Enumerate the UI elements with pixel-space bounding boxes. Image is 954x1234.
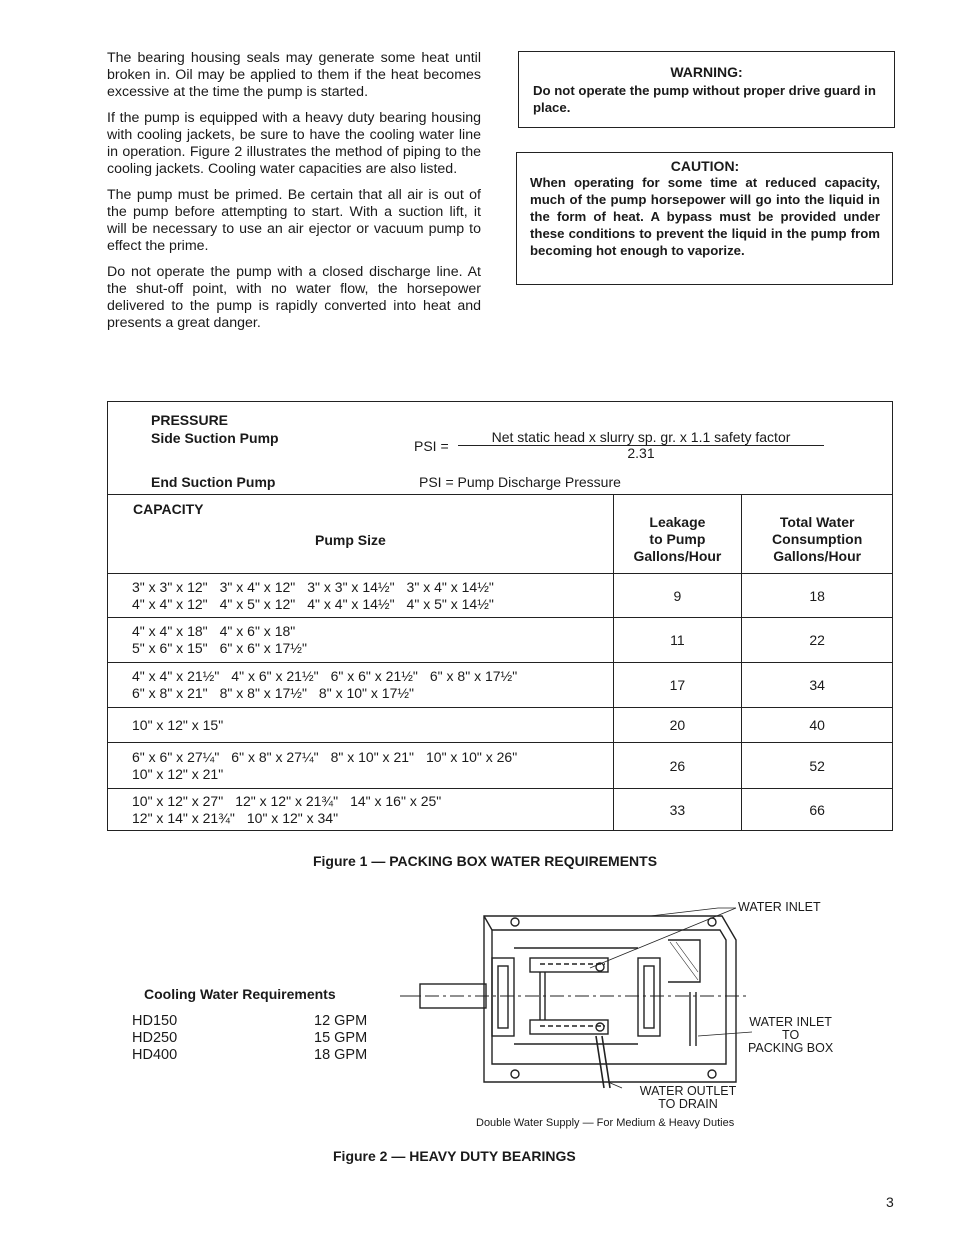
label-water-outlet [626, 1085, 750, 1111]
table-row [108, 574, 893, 618]
cooling-model: HD400 [132, 1047, 178, 1063]
label-water-inlet: WATER INLET [738, 900, 821, 914]
psi-prefix: PSI = [414, 438, 449, 454]
cooling-row [132, 1030, 367, 1047]
pump-size: 3" x 3" x 14½" [307, 578, 395, 595]
label-line: TO [782, 1028, 800, 1042]
pump-size-line [132, 579, 613, 596]
pump-size-line [132, 810, 613, 827]
pump-size: 6" x 8" x 27¼" [231, 748, 319, 765]
pump-size: 8" x 10" x 21" [330, 748, 414, 765]
total-cell: 18 [742, 574, 893, 618]
pressure-label: PRESSURE [151, 412, 229, 428]
pump-size: 10" x 12" x 21" [132, 765, 224, 782]
pump-size-line [132, 596, 613, 613]
label-line: TO DRAIN [658, 1097, 718, 1111]
cooling-row [132, 1047, 367, 1064]
figure2-caption: Figure 2 — HEAVY DUTY BEARINGS [333, 1148, 576, 1164]
caution-text: When operating for some time at reduced capacity, much of the pump horsepower will go into the liquid in the form of heat. A bypass must be provided under these conditions to prevent the liquid in the pump from becoming hot enough to vaporize. [530, 175, 880, 258]
pump-size-line [132, 717, 613, 734]
warning-text: Do not operate the pump without proper drive guard in place. [533, 83, 876, 115]
pump-size: 4" x 6" x 21½" [231, 668, 319, 684]
diagram-subcaption: Double Water Supply — For Medium & Heavy Duties [476, 1117, 735, 1129]
page-number: 3 [886, 1194, 894, 1210]
total-cell: 34 [742, 663, 893, 708]
paragraph: If the pump is equipped with a heavy duty bearing housing with cooling jackets, be sure to have the cooling water line in operation. Figure 2 illustrates the method of piping to the cooling jackets. Cooling water capacities are also listed. [107, 110, 481, 177]
pump-size-cell [108, 618, 614, 663]
caution-box [516, 152, 893, 285]
pump-size-cell [108, 663, 614, 708]
table-row [108, 789, 893, 831]
pump-size: 6" x 6" x 27¼" [132, 748, 220, 765]
figure1-caption: Figure 1 — PACKING BOX WATER REQUIREMENTS [312, 853, 658, 869]
cooling-list [132, 1013, 367, 1064]
paragraph: Do not operate the pump with a closed discharge line. At the shut-off point, with no water flow, the horsepower delivered to the pump is rapidly converted into heat and presents a great danger. [107, 264, 481, 331]
label-line: PACKING BOX [748, 1041, 834, 1055]
leakage-header-line: Gallons/Hour [633, 548, 722, 564]
end-suction-label: End Suction Pump [151, 474, 276, 490]
total-header-line: Consumption [772, 531, 863, 547]
leakage-cell: 33 [613, 789, 742, 831]
intro-text [107, 50, 481, 332]
cooling-title: Cooling Water Requirements [144, 986, 336, 1002]
total-header [742, 495, 893, 574]
pump-size: 4" x 4" x 21½" [132, 668, 220, 684]
side-suction-label: Side Suction Pump [151, 430, 279, 446]
caution-title: CAUTION: [670, 158, 740, 174]
cooling-gpm: 15 GPM [314, 1030, 368, 1046]
table-row [108, 663, 893, 708]
total-cell: 52 [742, 743, 893, 789]
pump-size: 5" x 6" x 15" [132, 640, 208, 656]
pump-size: 4" x 6" x 18" [219, 623, 296, 639]
leakage-cell: 11 [613, 618, 742, 663]
psi-numerator: Net static head x slurry sp. gr. x 1.1 safety factor [458, 429, 824, 446]
total-cell: 66 [742, 789, 893, 831]
total-header-line: Gallons/Hour [773, 548, 862, 564]
bearing-housing-diagram [400, 896, 860, 1092]
capacity-label: CAPACITY [133, 501, 204, 517]
pump-size-cell [108, 789, 614, 831]
label-water-inlet-packing [748, 1016, 833, 1055]
pump-size: 12" x 12" x 21¾" [235, 792, 339, 809]
pump-size: 4" x 5" x 12" [219, 595, 296, 612]
pump-size: 12" x 14" x 21¾" [132, 809, 235, 826]
capacity-table [107, 494, 893, 831]
packing-box-table [107, 401, 893, 831]
pump-size: 8" x 10" x 17½" [318, 685, 414, 701]
pressure-section [107, 401, 893, 494]
pump-size: 10" x 12" x 15" [132, 716, 224, 733]
pump-size: 6" x 6" x 17½" [219, 640, 307, 656]
table-row [108, 743, 893, 789]
leakage-cell: 9 [613, 574, 742, 618]
paragraph: The bearing housing seals may generate some heat until broken in. Oil may be applied to them if the heat becomes excessive at the time the pump is started. [107, 50, 481, 100]
pump-size-line [132, 685, 613, 702]
label-line: WATER OUTLET [639, 1084, 737, 1098]
cooling-row [132, 1013, 367, 1030]
total-cell: 22 [742, 618, 893, 663]
leakage-header-line: to Pump [649, 531, 706, 547]
warning-title: WARNING: [670, 64, 743, 80]
housing-outline [484, 916, 736, 1082]
leakage-cell: 26 [613, 743, 742, 789]
pump-size: 4" x 4" x 18" [132, 623, 208, 639]
pump-size-line [132, 623, 613, 640]
capacity-header-cell [108, 495, 614, 574]
end-suction-formula: PSI = Pump Discharge Pressure [419, 474, 621, 490]
warning-box [518, 51, 895, 128]
inlet-pipe [690, 992, 696, 1046]
pump-size-cell [108, 574, 614, 618]
leakage-cell: 20 [613, 708, 742, 743]
cooling-gpm: 12 GPM [314, 1013, 368, 1029]
pump-size-cell [108, 743, 614, 789]
label-line: WATER INLET [749, 1015, 832, 1029]
total-cell: 40 [742, 708, 893, 743]
pump-size: 3" x 4" x 14½" [406, 578, 494, 595]
pump-size: 10" x 12" x 34" [246, 809, 339, 826]
table-row [108, 618, 893, 663]
pump-size-header: Pump Size [315, 532, 386, 548]
total-header-line: Total Water [779, 514, 855, 530]
pump-size: 3" x 3" x 12" [132, 578, 208, 595]
psi-denominator: 2.31 [627, 445, 655, 461]
pump-size: 10" x 10" x 26" [426, 748, 518, 765]
paragraph: The pump must be primed. Be certain that all air is out of the pump before attempting to start. With a suction lift, it will be necessary to use an air ejector or vacuum pump to effect the prime. [107, 187, 481, 254]
pump-size-line [132, 640, 613, 657]
leakage-cell: 17 [613, 663, 742, 708]
pump-size-cell [108, 708, 614, 743]
pump-size: 6" x 8" x 21" [132, 685, 208, 701]
pump-size: 4" x 5" x 14½" [406, 595, 494, 612]
psi-fraction [458, 429, 824, 460]
pump-size: 6" x 6" x 21½" [330, 668, 418, 684]
leakage-header-line: Leakage [649, 514, 706, 530]
leakage-header [613, 495, 742, 574]
pump-size-line [132, 766, 613, 783]
pump-size: 14" x 16" x 25" [350, 792, 442, 809]
pump-size: 4" x 4" x 12" [132, 595, 208, 612]
cooling-gpm: 18 GPM [314, 1047, 368, 1063]
pump-size: 4" x 4" x 14½" [307, 595, 395, 612]
table-row [108, 708, 893, 743]
pump-size-line [132, 749, 613, 766]
pump-size-line [132, 793, 613, 810]
cooling-model: HD250 [132, 1030, 178, 1046]
pump-size: 8" x 8" x 17½" [219, 685, 307, 701]
pump-size: 10" x 12" x 27" [132, 792, 224, 809]
pump-size: 6" x 8" x 17½" [429, 668, 518, 684]
pump-size-line [132, 668, 613, 685]
cooling-model: HD150 [132, 1013, 178, 1029]
pump-size: 3" x 4" x 12" [219, 578, 296, 595]
